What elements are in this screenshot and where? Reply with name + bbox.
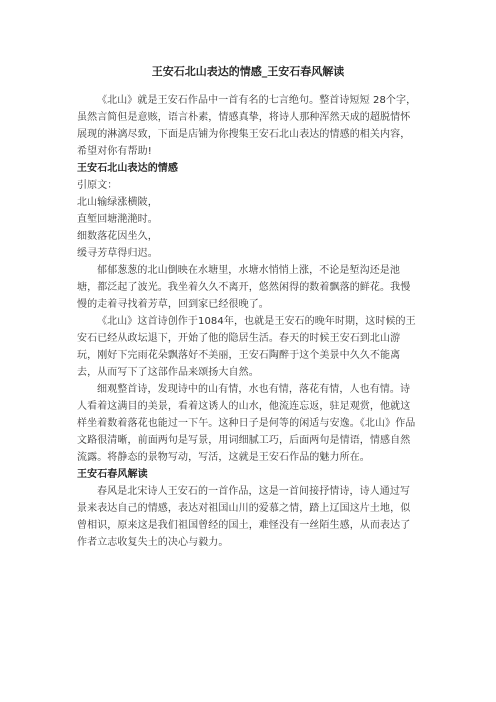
body-paragraph: 春风是北宋诗人王安石的一首作品，这是一首间接抒情诗，诗人通过写景来表达自己的情感，表达对祖国山川的爱慕之情，踏上辽国这片土地，似曾相识，原来这是我们祖国曾经的国土，难怪没有一丝陌生感，从而表达了作者立志收复失土的决心与毅力。: [77, 486, 411, 548]
body-paragraph: 郁郁葱葱的北山倒映在水塘里，水塘水悄悄上涨，不论是堑沟还是池塘，都泛起了波光。我坐着久久不离开，悠然闲得的数着飘落的鲜花。我慢慢的走着寻找着芳草，回到家已经很晚了。: [77, 265, 411, 310]
poem-line: 缓寻芳草得归迟。: [77, 248, 158, 259]
document-title: 王安石北山表达的情感_王安石春风解读: [151, 65, 345, 78]
poem-line: 北山输绿涨横陂，: [77, 197, 158, 208]
body-paragraph: 《北山》这首诗创作于1084年，也就是王安石的晚年时期，这时候的王安石已经从政坛退下，开始了他的隐居生活。春天的时候王安石到北山游玩，刚好下完雨花朵飘落好不美丽，王安石陶醉于这个美景中久久不能离去，从而写下了这部作品来颂扬大自然。: [77, 316, 416, 378]
intro-paragraph: 《北山》就是王安石作品中一首有名的七言绝句。整首诗短短 28个字，虽然言简但是意赅，语言朴素，情感真挚，将诗人那种浑然天成的超脱情怀展现的淋漓尽致，下面是店铺为你搜集王安石北山表达的情感的相关内容，希望对你有帮助!: [77, 95, 417, 157]
document-body: [77, 92, 419, 551]
section-heading-beishan: 王安石北山表达的情感: [77, 163, 178, 174]
poem-line: 细数落花因坐久，: [77, 231, 158, 242]
body-paragraph: 细观整首诗，发现诗中的山有情，水也有情，落花有情，人也有情。诗人看着这满目的美景，看着这诱人的山水，他流连忘返，驻足观赏，他就这样坐着数着落花也能过一下午。这种日子是何等的闲适与安逸。《北山》作品文路很清晰，前面两句是写景，用词细腻工巧，后面两句是情语，情感自然流露。将静态的景物写动，写活，这就是王安石作品的魅力所在。: [77, 384, 416, 463]
poem-line: 直堑回塘滟滟时。: [77, 214, 158, 225]
section-heading-chunfeng: 王安石春风解读: [77, 469, 148, 480]
quote-label: 引原文：: [77, 180, 118, 191]
